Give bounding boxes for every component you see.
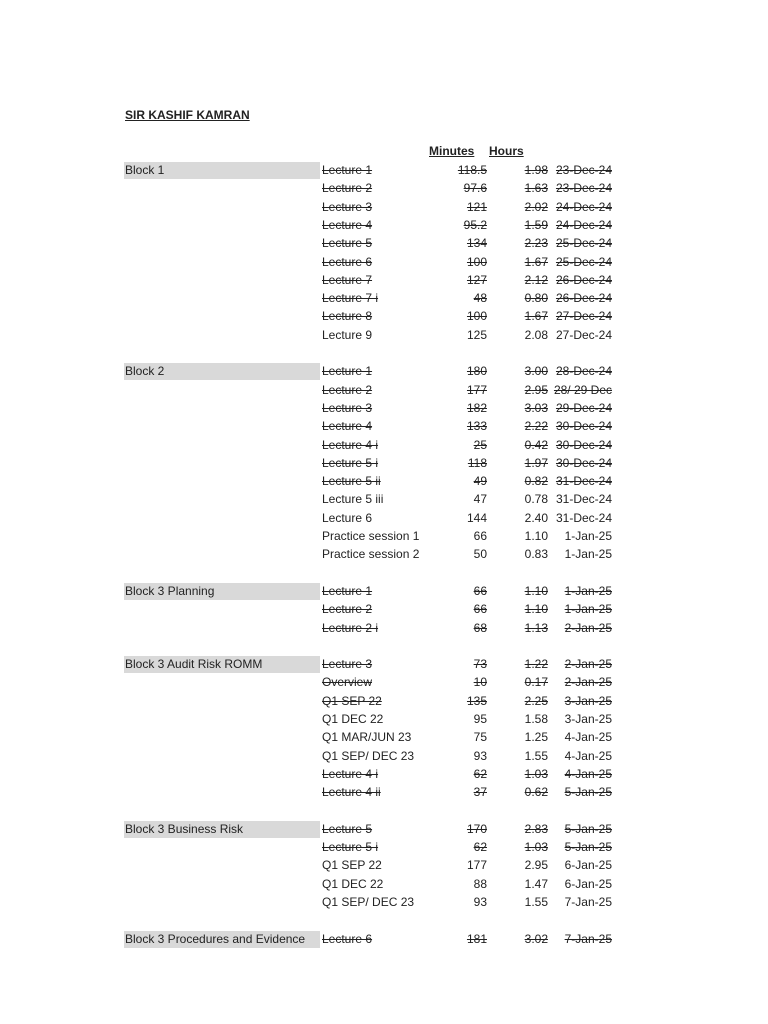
minutes-cell: 118.5: [457, 163, 487, 177]
date-cell: 31-Dec-24: [555, 474, 612, 489]
lecture-cell: Overview: [322, 675, 373, 690]
date-cell: 28/ 29 Dec: [553, 382, 612, 397]
lecture-cell: Q1 DEC 22: [322, 712, 384, 726]
table-row: [0, 491, 768, 509]
date-cell: 6-Jan-25: [564, 876, 612, 891]
table-row: [0, 254, 768, 272]
lecture-cell: Lecture 6: [322, 931, 373, 946]
lecture-cell: Lecture 4: [322, 419, 373, 434]
hours-cell: 0.83: [524, 547, 548, 562]
table-row: [0, 382, 768, 400]
date-cell: 3-Jan-25: [564, 712, 612, 726]
date-cell: 2-Jan-25: [564, 675, 612, 690]
table-row: [0, 876, 768, 894]
table-row: [0, 784, 768, 802]
block-label: Block 2: [124, 363, 320, 380]
hours-cell: 1.98: [524, 163, 548, 177]
lecture-cell: Lecture 5 ii: [322, 474, 381, 489]
lecture-cell: Lecture 4: [322, 217, 373, 232]
hours-cell: 2.25: [524, 693, 548, 708]
minutes-cell: 47: [473, 492, 487, 507]
date-cell: 7-Jan-25: [564, 895, 612, 909]
minutes-cell: 93: [473, 895, 487, 909]
lecture-cell: Lecture 3: [322, 199, 373, 214]
hours-cell: 2.95: [524, 382, 548, 397]
date-cell: 29-Dec-24: [555, 400, 612, 415]
minutes-cell: 88: [473, 876, 487, 891]
lecture-cell: Q1 MAR/JUN 23: [322, 730, 412, 745]
minutes-cell: 134: [466, 236, 487, 251]
hours-cell: 2.23: [524, 236, 548, 251]
hours-cell: 1.10: [524, 583, 548, 598]
hours-cell: 2.83: [524, 821, 548, 836]
hours-cell: 0.17: [524, 675, 548, 690]
table-row: [0, 711, 768, 729]
date-cell: 1-Jan-25: [564, 529, 612, 543]
table-row: [0, 583, 768, 601]
date-cell: 3-Jan-25: [564, 693, 612, 708]
date-cell: 25-Dec-24: [555, 254, 612, 269]
date-cell: 27-Dec-24: [555, 327, 612, 342]
date-cell: 4-Jan-25: [564, 748, 612, 763]
date-cell: 31-Dec-24: [555, 510, 612, 525]
table-row: [0, 455, 768, 473]
minutes-cell: 73: [473, 657, 487, 672]
minutes-cell: 125: [466, 327, 487, 342]
table-row: [0, 437, 768, 455]
date-cell: 5-Jan-25: [564, 785, 612, 800]
date-cell: 1-Jan-25: [564, 602, 612, 617]
date-cell: 2-Jan-25: [564, 657, 612, 672]
table-row: [0, 510, 768, 528]
table-row: [0, 400, 768, 418]
lecture-cell: Lecture 4 i: [322, 437, 379, 452]
hours-cell: 3.03: [524, 400, 548, 415]
hours-cell: 1.10: [524, 529, 548, 543]
block-label: Block 3 Business Risk: [124, 821, 320, 838]
minutes-cell: 100: [466, 254, 487, 269]
minutes-cell: 50: [473, 547, 487, 562]
lecture-cell: Lecture 3: [322, 657, 373, 672]
lecture-cell: Lecture 7 i: [322, 291, 379, 306]
minutes-column-header: Minutes: [429, 144, 475, 158]
table-row: [0, 729, 768, 747]
hours-cell: 0.62: [524, 785, 548, 800]
minutes-cell: 144: [466, 510, 487, 525]
lecture-cell: Lecture 1: [322, 163, 373, 177]
minutes-cell: 177: [466, 382, 487, 397]
lecture-cell: Practice session 2: [322, 547, 420, 562]
lecture-cell: Q1 SEP/ DEC 23: [322, 748, 415, 763]
lecture-cell: Lecture 2: [322, 382, 373, 397]
table-row: [0, 674, 768, 692]
table-row: [0, 528, 768, 546]
hours-cell: 1.13: [524, 620, 548, 635]
hours-cell: 1.03: [524, 766, 548, 781]
date-cell: 25-Dec-24: [555, 236, 612, 251]
lecture-cell: Lecture 4 ii: [322, 785, 381, 800]
lecture-cell: Q1 SEP/ DEC 23: [322, 895, 415, 909]
table-row: [0, 363, 768, 381]
date-cell: 7-Jan-25: [564, 931, 612, 946]
hours-cell: 2.22: [524, 419, 548, 434]
lecture-cell: Q1 DEC 22: [322, 876, 384, 891]
minutes-cell: 75: [473, 730, 487, 745]
hours-cell: 1.55: [524, 895, 548, 909]
minutes-cell: 95.2: [463, 217, 487, 232]
minutes-cell: 170: [466, 821, 487, 836]
minutes-cell: 25: [473, 437, 487, 452]
date-cell: 6-Jan-25: [564, 858, 612, 873]
lecture-cell: Lecture 6: [322, 254, 373, 269]
date-cell: 1-Jan-25: [564, 547, 612, 562]
hours-cell: 2.40: [524, 510, 548, 525]
lecture-cell: Lecture 3: [322, 400, 373, 415]
table-row: [0, 162, 768, 180]
date-cell: 5-Jan-25: [564, 821, 612, 836]
lecture-cell: Lecture 5: [322, 236, 373, 251]
minutes-cell: 49: [473, 474, 487, 489]
lecture-cell: Q1 SEP 22: [322, 858, 382, 873]
table-row: [0, 693, 768, 711]
table-row: [0, 418, 768, 436]
hours-cell: 2.02: [524, 199, 548, 214]
hours-cell: 1.10: [524, 602, 548, 617]
lecture-cell: Lecture 5 iii: [322, 492, 384, 507]
hours-cell: 1.47: [524, 876, 548, 891]
minutes-cell: 66: [473, 529, 487, 543]
lecture-cell: Q1 SEP 22: [322, 693, 382, 708]
lecture-cell: Lecture 2: [322, 181, 373, 196]
lecture-cell: Lecture 9: [322, 327, 373, 342]
minutes-cell: 62: [473, 840, 487, 855]
block-label: Block 1: [124, 162, 320, 179]
minutes-cell: 48: [473, 291, 487, 306]
hours-cell: 1.58: [524, 712, 548, 726]
hours-cell: 1.25: [524, 730, 548, 745]
date-cell: 23-Dec-24: [555, 163, 612, 177]
table-row: [0, 656, 768, 674]
minutes-cell: 177: [466, 858, 487, 873]
lecture-cell: Lecture 2 i: [322, 620, 379, 635]
table-row: [0, 931, 768, 949]
date-cell: 26-Dec-24: [555, 291, 612, 306]
minutes-cell: 37: [473, 785, 487, 800]
minutes-cell: 182: [466, 400, 487, 415]
hours-cell: 0.80: [524, 291, 548, 306]
minutes-cell: 68: [473, 620, 487, 635]
table-row: [0, 235, 768, 253]
table-row: [0, 308, 768, 326]
hours-cell: 1.63: [524, 181, 548, 196]
hours-cell: 2.08: [524, 327, 548, 342]
table-row: [0, 821, 768, 839]
hours-cell: 1.03: [524, 840, 548, 855]
minutes-cell: 127: [466, 272, 487, 287]
minutes-cell: 10: [473, 675, 487, 690]
date-cell: 31-Dec-24: [555, 492, 612, 507]
hours-cell: 3.02: [524, 931, 548, 946]
hours-cell: 0.82: [524, 474, 548, 489]
table-row: [0, 199, 768, 217]
hours-cell: 2.95: [524, 858, 548, 873]
hours-cell: 0.78: [524, 492, 548, 507]
date-cell: 28-Dec-24: [555, 364, 612, 379]
block-label: Block 3 Procedures and Evidence: [124, 931, 320, 948]
hours-cell: 1.55: [524, 748, 548, 763]
lecture-cell: Lecture 5 i: [322, 455, 379, 470]
date-cell: 4-Jan-25: [564, 766, 612, 781]
date-cell: 4-Jan-25: [564, 730, 612, 745]
table-row: [0, 839, 768, 857]
table-row: [0, 546, 768, 564]
minutes-cell: 121: [466, 199, 487, 214]
minutes-cell: 97.6: [463, 181, 487, 196]
lecture-cell: Lecture 5 i: [322, 840, 379, 855]
lecture-cell: Lecture 1: [322, 583, 373, 598]
minutes-cell: 180: [466, 364, 487, 379]
table-row: [0, 620, 768, 638]
date-cell: 30-Dec-24: [555, 437, 612, 452]
date-cell: 27-Dec-24: [555, 309, 612, 324]
lecture-cell: Lecture 1: [322, 364, 373, 379]
date-cell: 23-Dec-24: [555, 181, 612, 196]
table-row: [0, 857, 768, 875]
table-row: [0, 601, 768, 619]
date-cell: 5-Jan-25: [564, 840, 612, 855]
hours-cell: 1.67: [524, 254, 548, 269]
table-row: [0, 327, 768, 345]
date-cell: 24-Dec-24: [555, 199, 612, 214]
date-cell: 26-Dec-24: [555, 272, 612, 287]
minutes-cell: 133: [466, 419, 487, 434]
minutes-cell: 66: [473, 602, 487, 617]
date-cell: 2-Jan-25: [564, 620, 612, 635]
hours-cell: 2.12: [524, 272, 548, 287]
table-row: [0, 766, 768, 784]
hours-cell: 3.00: [524, 364, 548, 379]
lecture-cell: Lecture 8: [322, 309, 373, 324]
hours-column-header: Hours: [489, 144, 524, 158]
table-row: [0, 473, 768, 491]
minutes-cell: 181: [466, 931, 487, 946]
table-row: [0, 217, 768, 235]
date-cell: 1-Jan-25: [564, 583, 612, 598]
lecture-cell: Practice session 1: [322, 529, 420, 543]
date-cell: 24-Dec-24: [555, 217, 612, 232]
minutes-cell: 100: [466, 309, 487, 324]
lecture-cell: Lecture 6: [322, 510, 373, 525]
minutes-cell: 62: [473, 766, 487, 781]
hours-cell: 1.97: [524, 455, 548, 470]
minutes-cell: 118: [467, 455, 487, 470]
lecture-cell: Lecture 4 i: [322, 766, 379, 781]
date-cell: 30-Dec-24: [555, 419, 612, 434]
hours-cell: 0.42: [524, 437, 548, 452]
minutes-cell: 135: [466, 693, 487, 708]
block-label: Block 3 Audit Risk ROMM: [124, 656, 320, 673]
lecture-cell: Lecture 7: [322, 272, 373, 287]
table-row: [0, 272, 768, 290]
table-row: [0, 894, 768, 912]
table-row: [0, 180, 768, 198]
table-row: [0, 748, 768, 766]
hours-cell: 1.67: [524, 309, 548, 324]
hours-cell: 1.22: [524, 657, 548, 672]
lecture-cell: Lecture 2: [322, 602, 373, 617]
minutes-cell: 66: [473, 583, 487, 598]
date-cell: 30-Dec-24: [555, 455, 612, 470]
table-row: [0, 290, 768, 308]
lecture-cell: Lecture 5: [322, 821, 373, 836]
block-label: Block 3 Planning: [124, 583, 320, 600]
page-title: SIR KASHIF KAMRAN: [125, 108, 250, 122]
hours-cell: 1.59: [524, 217, 548, 232]
minutes-cell: 95: [473, 712, 487, 726]
minutes-cell: 93: [473, 748, 487, 763]
